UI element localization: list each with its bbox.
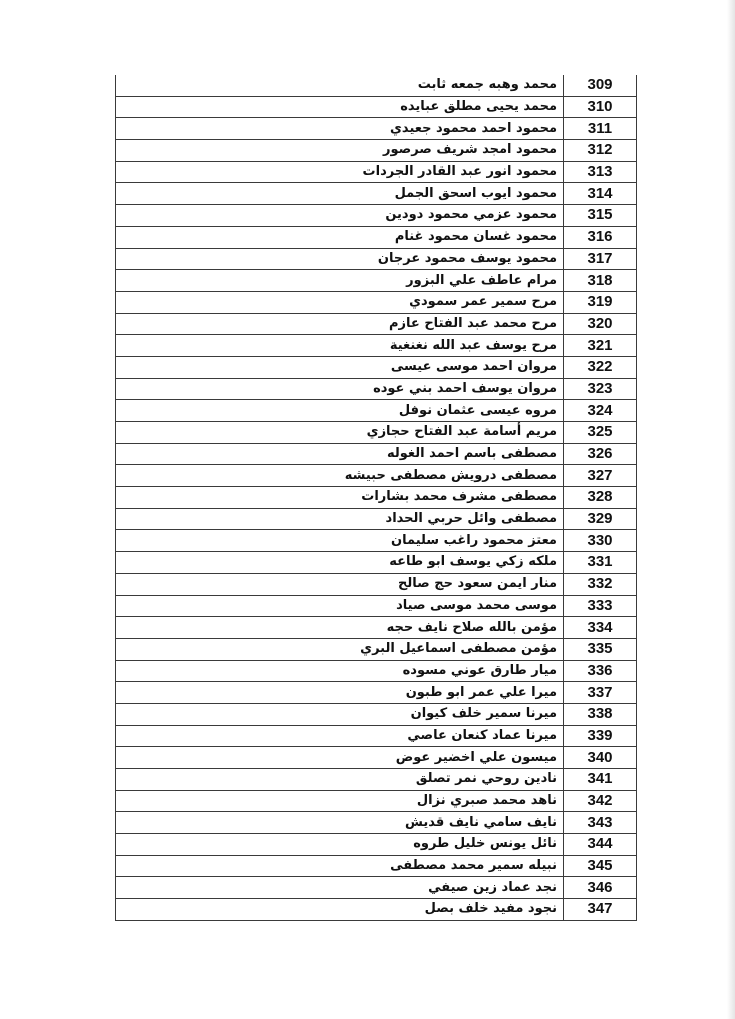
table-row (116, 118, 637, 140)
table-row (116, 834, 637, 856)
student-name: نايف سامي نايف قديش (116, 812, 564, 834)
row-number: 331 (564, 552, 637, 574)
row-number: 343 (564, 812, 637, 834)
student-name: مصطفى مشرف محمد بشارات (116, 487, 564, 509)
row-number: 324 (564, 400, 637, 422)
student-name: ناهد محمد صبري نزال (116, 790, 564, 812)
table-row (116, 855, 637, 877)
row-number: 328 (564, 487, 637, 509)
student-name: موسى محمد موسى صياد (116, 595, 564, 617)
student-name: نائل يونس خليل طروه (116, 834, 564, 856)
table-row (116, 335, 637, 357)
student-name: محمود امجد شريف صرصور (116, 140, 564, 162)
student-name: مروان احمد موسى عيسى (116, 356, 564, 378)
student-name: مروان يوسف احمد بني عوده (116, 378, 564, 400)
row-number: 320 (564, 313, 637, 335)
table-row (116, 270, 637, 292)
table-row (116, 443, 637, 465)
student-name: محمود عزمي محمود دودين (116, 205, 564, 227)
table-row (116, 877, 637, 899)
table-row (116, 747, 637, 769)
student-name: مرح محمد عبد الفتاح عازم (116, 313, 564, 335)
student-name: مرام عاطف علي البزور (116, 270, 564, 292)
row-number: 334 (564, 617, 637, 639)
row-number: 323 (564, 378, 637, 400)
table-row (116, 226, 637, 248)
table-row (116, 638, 637, 660)
student-name: نبيله سمير محمد مصطفى (116, 855, 564, 877)
row-number: 317 (564, 248, 637, 270)
row-number: 345 (564, 855, 637, 877)
table-row (116, 356, 637, 378)
student-name: ميار طارق عوني مسوده (116, 660, 564, 682)
table-row (116, 725, 637, 747)
row-number: 335 (564, 638, 637, 660)
row-number: 326 (564, 443, 637, 465)
table-row (116, 75, 637, 96)
table-row (116, 183, 637, 205)
row-number: 311 (564, 118, 637, 140)
row-number: 332 (564, 573, 637, 595)
row-number: 336 (564, 660, 637, 682)
row-number: 318 (564, 270, 637, 292)
student-name: محمود يوسف محمود عرجان (116, 248, 564, 270)
row-number: 337 (564, 682, 637, 704)
student-name: ملكه زكي يوسف ابو طاعه (116, 552, 564, 574)
student-name: محمد وهبه جمعه ثابت (116, 75, 564, 96)
row-number: 342 (564, 790, 637, 812)
student-name: مؤمن بالله صلاح نايف حجه (116, 617, 564, 639)
table-row (116, 248, 637, 270)
row-number: 347 (564, 899, 637, 921)
table-row (116, 769, 637, 791)
table-row (116, 552, 637, 574)
table-row (116, 378, 637, 400)
row-number: 322 (564, 356, 637, 378)
table-row (116, 530, 637, 552)
student-name: ميسون علي اخضير عوض (116, 747, 564, 769)
row-number: 327 (564, 465, 637, 487)
row-number: 340 (564, 747, 637, 769)
row-number: 319 (564, 291, 637, 313)
student-name: نجد عماد زين صيفي (116, 877, 564, 899)
row-number: 330 (564, 530, 637, 552)
row-number: 344 (564, 834, 637, 856)
student-name: مروه عيسى عثمان نوفل (116, 400, 564, 422)
student-name: مرح يوسف عبد الله نغنغية (116, 335, 564, 357)
table-row (116, 205, 637, 227)
table-row (116, 400, 637, 422)
student-name: محمد يحيى مطلق عبايده (116, 96, 564, 118)
table-row (116, 313, 637, 335)
student-name: مريم أسامة عبد الفتاح حجازي (116, 422, 564, 444)
student-name: منار ايمن سعود حج صالح (116, 573, 564, 595)
table-row (116, 682, 637, 704)
student-name: محمود غسان محمود غنام (116, 226, 564, 248)
student-name: نجود مفيد خلف بصل (116, 899, 564, 921)
table-row (116, 703, 637, 725)
student-name: مرح سمير عمر سمودي (116, 291, 564, 313)
table-row (116, 595, 637, 617)
table-row (116, 573, 637, 595)
student-name: محمود احمد محمود جعيدي (116, 118, 564, 140)
row-number: 339 (564, 725, 637, 747)
table-row (116, 790, 637, 812)
table-row (116, 899, 637, 921)
table-row (116, 660, 637, 682)
row-number: 309 (564, 75, 637, 96)
student-name: ميرنا سمير خلف كيوان (116, 703, 564, 725)
table-row (116, 812, 637, 834)
student-name: مصطفى باسم احمد الغوله (116, 443, 564, 465)
table-row (116, 96, 637, 118)
row-number: 310 (564, 96, 637, 118)
student-name: معتز محمود راغب سليمان (116, 530, 564, 552)
row-number: 312 (564, 140, 637, 162)
student-name: محمود ايوب اسحق الجمل (116, 183, 564, 205)
table-row (116, 487, 637, 509)
row-number: 341 (564, 769, 637, 791)
row-number: 325 (564, 422, 637, 444)
row-number: 333 (564, 595, 637, 617)
table-row (116, 422, 637, 444)
names-table-body (116, 75, 637, 920)
student-name: مصطفى وائل حربي الحداد (116, 508, 564, 530)
names-table (115, 75, 637, 921)
table-row (116, 161, 637, 183)
row-number: 346 (564, 877, 637, 899)
row-number: 316 (564, 226, 637, 248)
page-edge-shadow (727, 0, 735, 1019)
row-number: 329 (564, 508, 637, 530)
table-row (116, 508, 637, 530)
table-row (116, 140, 637, 162)
row-number: 338 (564, 703, 637, 725)
row-number: 321 (564, 335, 637, 357)
row-number: 314 (564, 183, 637, 205)
student-name: مؤمن مصطفى اسماعيل البري (116, 638, 564, 660)
table-row (116, 465, 637, 487)
student-name: نادين روحي نمر تصلق (116, 769, 564, 791)
row-number: 313 (564, 161, 637, 183)
table-row (116, 617, 637, 639)
table-row (116, 291, 637, 313)
student-name: مصطفى درويش مصطفى حبيشه (116, 465, 564, 487)
row-number: 315 (564, 205, 637, 227)
student-name: ميرنا عماد كنعان عاصي (116, 725, 564, 747)
student-name: محمود انور عبد القادر الجردات (116, 161, 564, 183)
student-name: ميرا علي عمر ابو طبون (116, 682, 564, 704)
